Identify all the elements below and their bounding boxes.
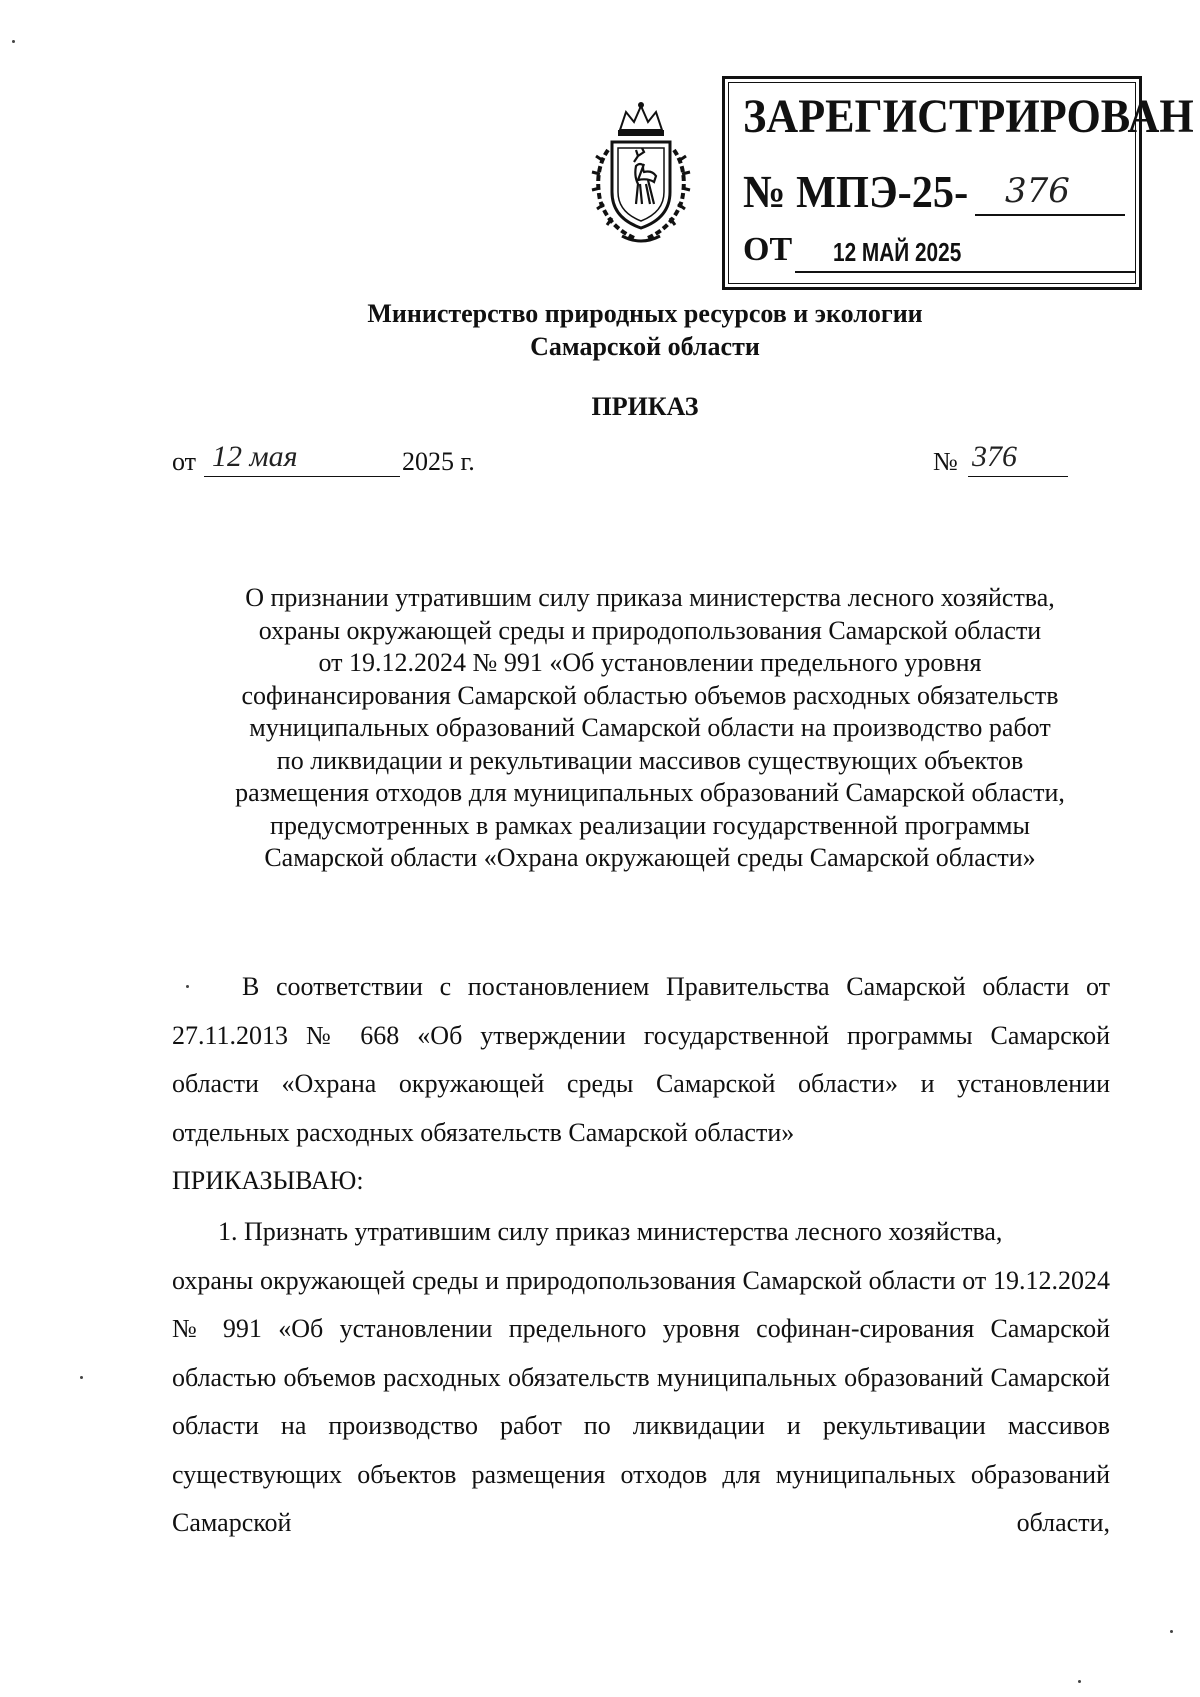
coat-of-arms-icon <box>582 100 700 246</box>
date-from-label: от <box>172 447 197 476</box>
subject-line: муниципальных образований Самарской области на производство работ <box>249 713 1051 742</box>
subject-line: софинансирования Самарской областью объемов расходных обязательств <box>241 680 1059 710</box>
subject-line: охраны окружающей среды и природопользования Самарской области <box>258 615 1042 645</box>
body-paragraph-item-1 <box>172 1208 1110 1548</box>
order-subject <box>170 582 1130 875</box>
stamp-date-underline <box>795 271 1135 273</box>
order-number-handwritten: 376 <box>972 440 1017 473</box>
ministry-name-line2: Самарской области <box>530 332 760 361</box>
date-year: 2025 г. <box>402 447 475 476</box>
subject-line: от 19.12.2024 № 991 «Об установлении предельного уровня <box>318 648 982 677</box>
stamp-title: ЗАРЕГИСТРИРОВАН <box>743 90 1194 143</box>
subject-line: О признании утратившим силу приказа министерства лесного хозяйства, <box>245 583 1055 612</box>
item-1-first-line: 1. Признать утратившим силу приказ министерства лесного хозяйства, <box>218 1217 1003 1246</box>
document-type-title: ПРИКАЗ <box>591 392 699 421</box>
order-number-underline <box>968 476 1068 477</box>
stamp-number-prefix: № МПЭ-25- <box>743 166 969 217</box>
scan-speck <box>80 1376 83 1379</box>
subject-line: по ликвидации и рекультивации массивов существующих объектов <box>276 745 1024 775</box>
subject-line: предусмотренных в рамках реализации государственной программы <box>270 810 1030 840</box>
ministry-name-line1: Министерство природных ресурсов и экологии <box>367 299 923 328</box>
subject-line: Самарской области «Охрана окружающей среды Самарской области» <box>264 843 1036 872</box>
body-paragraph-basis <box>172 963 1110 1206</box>
basis-text: В соответствии с постановлением Правительства Самарской области от 27.11.2013 № 668 «Об утверждении государственной программы Самарской области «Охрана окружающей среды Самарской области» и установлении отдельных расходных обязательств Самарской области» <box>172 972 1110 1147</box>
date-underline <box>204 476 400 477</box>
scan-speck <box>1078 1680 1081 1683</box>
subject-line: размещения отходов для муниципальных образований Самарской области, <box>235 778 1065 807</box>
date-handwritten: 12 мая <box>212 440 298 473</box>
order-word: ПРИКАЗЫВАЮ: <box>172 1166 364 1195</box>
registration-stamp <box>722 76 1194 290</box>
scan-speck <box>12 40 15 43</box>
stamp-number-handwritten: 376 <box>1005 171 1070 211</box>
order-number-label: № <box>933 447 958 476</box>
scan-speck <box>1170 1630 1173 1633</box>
item-1-continuation: охраны окружающей среды и природопользования Самарской области от 19.12.2024 № 991 «Об установлении предельного уровня софинан-сирования Самарской областью объемов расходных обязательств муниципальных образований Самарской области на производство работ по ликвидации и рекультивации массивов существующих объектов размещения отходов для муниципальных образований Самарской области, <box>172 1265 1110 1537</box>
stamp-date: 12 МАЙ 2025 <box>833 237 962 267</box>
scan-speck <box>186 985 189 988</box>
stamp-from-label: ОТ <box>743 231 793 268</box>
stamp-number-underline <box>975 214 1125 216</box>
